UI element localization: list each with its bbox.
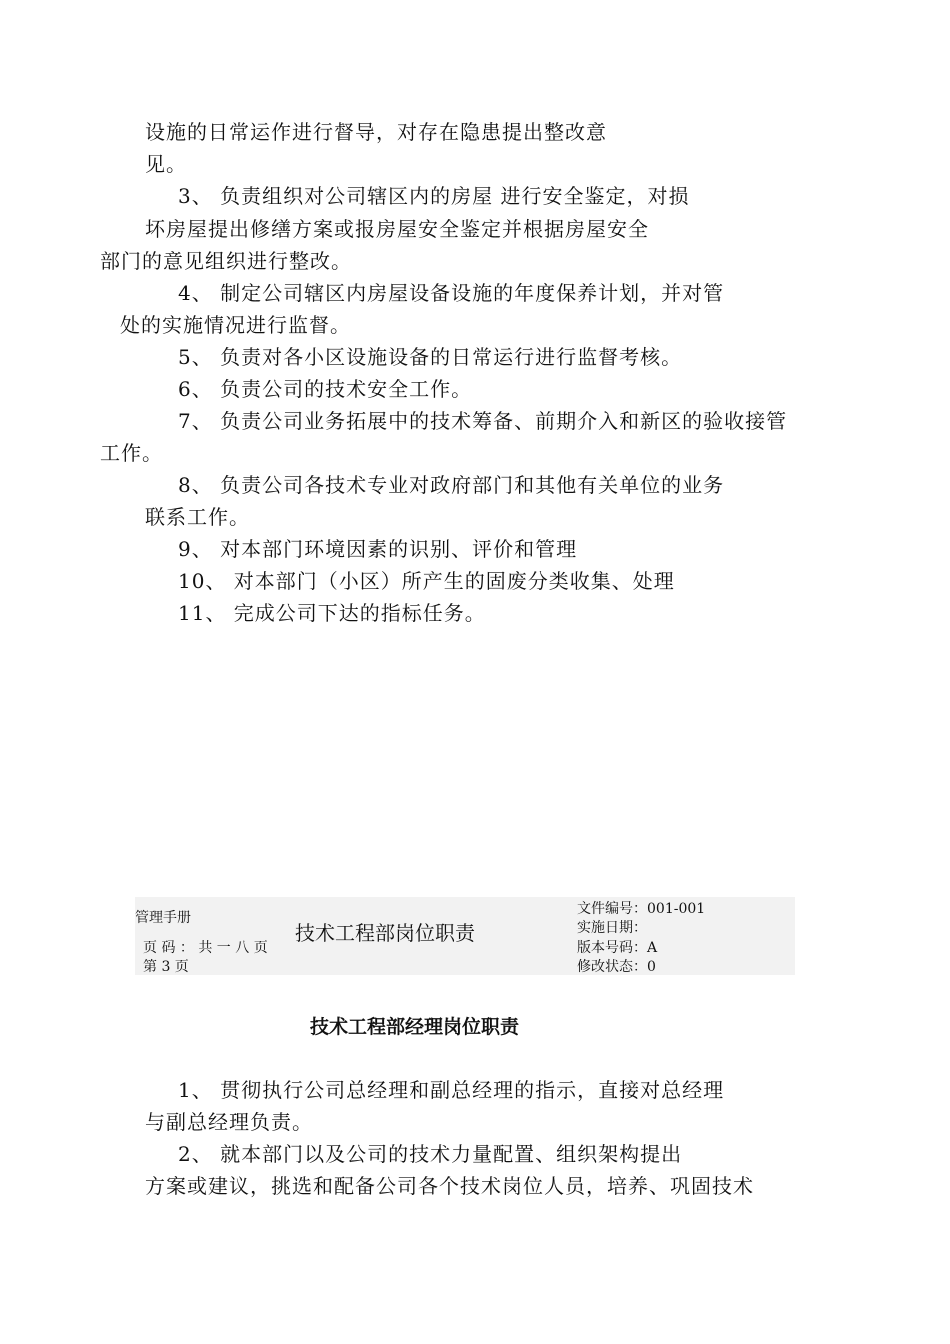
body-line: 9、 对本部门环境因素的识别、评价和管理 xyxy=(178,537,578,561)
body-line: 6、 负责公司的技术安全工作。 xyxy=(178,377,473,401)
body-line: 11、 完成公司下达的指标任务。 xyxy=(178,601,486,625)
header-revision: 修改状态：0 xyxy=(577,959,656,975)
body-line: 设施的日常运作进行督导，对存在隐患提出整改意 xyxy=(145,120,607,144)
header-page-count: 页 码 ： 共 一 八 页 xyxy=(143,940,268,956)
section-title: 技术工程部经理岗位职责 xyxy=(310,1016,520,1038)
header-version: 版本号码：A xyxy=(577,940,658,956)
body-line: 与副总经理负责。 xyxy=(145,1110,313,1134)
body-line: 坏房屋提出修缮方案或报房屋安全鉴定并根据房屋安全 xyxy=(145,217,649,241)
body-line: 10、 对本部门（小区）所产生的固废分类收集、处理 xyxy=(178,569,675,593)
body-line: 4、 制定公司辖区内房屋设备设施的年度保养计划，并对管 xyxy=(178,281,725,305)
body-line: 2、 就本部门以及公司的技术力量配置、组织架构提出 xyxy=(178,1142,683,1166)
body-line: 见。 xyxy=(145,152,187,176)
body-line: 部门的意见组织进行整改。 xyxy=(100,249,352,273)
body-line: 工作。 xyxy=(100,441,163,465)
body-line: 方案或建议，挑选和配备公司各个技术岗位人员，培养、巩固技术 xyxy=(145,1174,754,1198)
document-header xyxy=(135,897,795,975)
body-line: 处的实施情况进行监督。 xyxy=(120,313,351,337)
body-line: 联系工作。 xyxy=(145,505,250,529)
header-impl-date: 实施日期： xyxy=(577,920,647,936)
body-line: 3、 负责组织对公司辖区内的房屋 进行安全鉴定，对损 xyxy=(178,184,690,208)
body-line: 8、 负责公司各技术专业对政府部门和其他有关单位的业务 xyxy=(178,473,725,497)
header-manual-label: 管理手册 xyxy=(135,910,191,926)
header-doc-number: 文件编号：001-001 xyxy=(577,901,706,917)
header-title: 技术工程部岗位职责 xyxy=(295,921,475,945)
body-line: 1、 贯彻执行公司总经理和副总经理的指示，直接对总经理 xyxy=(178,1078,725,1102)
body-line: 5、 负责对各小区设施设备的日常运行进行监督考核。 xyxy=(178,345,683,369)
header-page-number: 第 3 页 xyxy=(143,959,189,975)
body-line: 7、 负责公司业务拓展中的技术筹备、前期介入和新区的验收接管 xyxy=(178,409,788,433)
